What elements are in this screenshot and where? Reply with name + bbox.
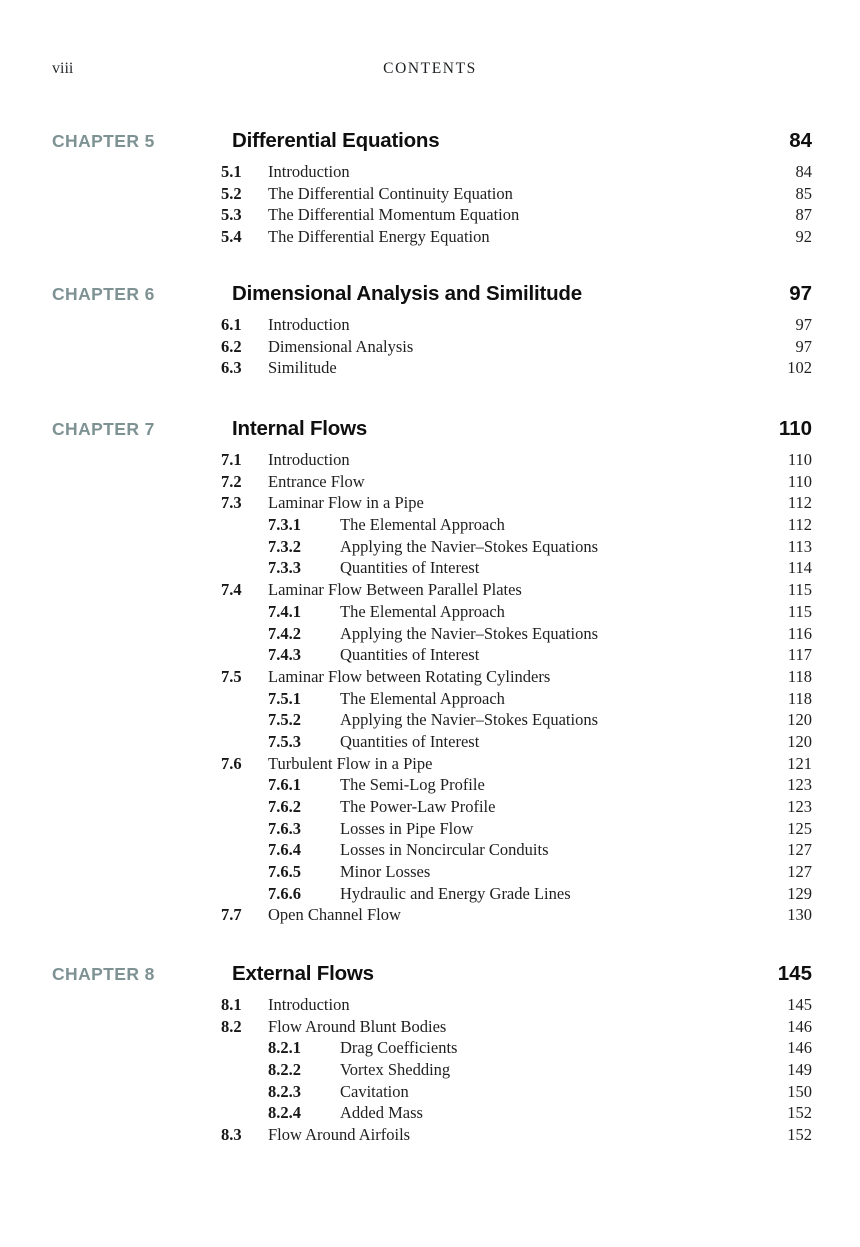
toc-entry xyxy=(0,1059,860,1081)
chapter-block xyxy=(0,281,860,379)
entry-number: 8.1 xyxy=(221,995,242,1014)
entry-page-number: 114 xyxy=(787,558,812,578)
toc-entry xyxy=(0,536,860,558)
entry-page-number: 123 xyxy=(787,797,812,816)
toc-entry xyxy=(0,666,860,688)
entry-page-number: 146 xyxy=(787,1038,812,1058)
entry-number: 8.2.1 xyxy=(268,1038,301,1058)
entry-page-number: 149 xyxy=(787,1060,812,1080)
chapter-heading xyxy=(0,416,860,442)
entry-title: Introduction xyxy=(268,162,350,181)
chapter-page-number: 84 xyxy=(789,129,812,152)
toc-entry xyxy=(0,883,860,905)
entry-page-number: 152 xyxy=(787,1103,812,1123)
toc-entry xyxy=(0,1081,860,1103)
entry-number: 7.3 xyxy=(221,493,242,513)
toc-entry xyxy=(0,774,860,796)
entry-page-number: 97 xyxy=(795,336,812,356)
toc-entry xyxy=(0,183,860,205)
entry-title: Quantities of Interest xyxy=(340,558,480,578)
entry-number: 7.3.1 xyxy=(268,515,301,535)
entry-page-number: 85 xyxy=(795,183,812,203)
entry-number: 7.4.1 xyxy=(268,601,301,621)
entry-number: 7.5 xyxy=(221,666,242,686)
entry-title: Losses in Pipe Flow xyxy=(340,818,474,838)
entry-page-number: 117 xyxy=(787,645,812,665)
entry-number: 5.1 xyxy=(221,162,242,181)
entry-number: 5.3 xyxy=(221,205,242,225)
entry-page-number: 115 xyxy=(787,580,812,600)
entry-number: 7.6 xyxy=(221,753,242,773)
toc-entry xyxy=(0,357,860,379)
entry-page-number: 150 xyxy=(787,1081,812,1101)
entry-title: The Elemental Approach xyxy=(340,601,505,621)
running-head: CONTENTS xyxy=(383,60,477,77)
entry-title: Drag Coefficients xyxy=(340,1038,458,1058)
entry-page-number: 152 xyxy=(787,1125,812,1145)
chapter-heading xyxy=(0,281,860,307)
chapter-heading xyxy=(0,961,860,987)
entry-number: 7.3.3 xyxy=(268,558,301,578)
entry-title: Introduction xyxy=(268,315,350,334)
entry-number: 5.2 xyxy=(221,183,242,203)
entry-title: Flow Around Airfoils xyxy=(268,1125,411,1145)
entry-title: Laminar Flow in a Pipe xyxy=(268,493,424,513)
chapter-heading xyxy=(0,128,860,154)
toc-entry xyxy=(0,314,860,336)
entry-number: 7.6.4 xyxy=(268,840,301,860)
entry-number: 8.2 xyxy=(221,1016,242,1036)
entry-title: Applying the Navier–Stokes Equations xyxy=(340,710,599,730)
chapter-title: Internal Flows xyxy=(232,417,368,440)
entry-number: 8.2.2 xyxy=(268,1060,301,1080)
entry-page-number: 92 xyxy=(795,227,812,247)
entry-title: Minor Losses xyxy=(340,862,431,882)
entry-title: Quantities of Interest xyxy=(340,731,480,751)
entry-title: Quantities of Interest xyxy=(340,645,480,665)
chapter-entries xyxy=(0,449,860,926)
toc-entry xyxy=(0,994,860,1016)
entry-number: 7.5.3 xyxy=(268,731,301,751)
entry-number: 7.4.3 xyxy=(268,645,301,665)
entry-title: Vortex Shedding xyxy=(340,1060,451,1080)
toc-entry xyxy=(0,449,860,471)
entry-page-number: 112 xyxy=(787,515,812,535)
entry-number: 8.2.4 xyxy=(268,1103,301,1123)
entry-number: 6.3 xyxy=(221,358,242,378)
entry-page-number: 116 xyxy=(787,623,812,643)
entry-page-number: 123 xyxy=(787,775,812,795)
chapter-page-number: 110 xyxy=(778,417,812,440)
toc-entry xyxy=(0,601,860,623)
entry-title: The Differential Continuity Equation xyxy=(268,183,513,203)
entry-page-number: 127 xyxy=(787,840,812,860)
entry-number: 7.5.2 xyxy=(268,710,301,730)
entry-page-number: 115 xyxy=(787,601,812,621)
toc-entry xyxy=(0,818,860,840)
entry-page-number: 129 xyxy=(787,883,812,903)
entry-title: Applying the Navier–Stokes Equations xyxy=(340,536,599,556)
entry-number: 7.1 xyxy=(221,450,242,469)
entry-page-number: 125 xyxy=(787,818,812,838)
chapter-page-number: 145 xyxy=(777,962,812,985)
chapter-label: CHAPTER 7 xyxy=(52,419,155,439)
chapter-block xyxy=(0,416,860,926)
chapter-entries xyxy=(0,161,860,248)
entry-number: 7.6.3 xyxy=(268,818,301,838)
chapter-entries xyxy=(0,994,860,1146)
entry-title: Entrance Flow xyxy=(268,471,365,491)
entry-page-number: 120 xyxy=(787,710,812,730)
toc-entry xyxy=(0,471,860,493)
toc-entry xyxy=(0,904,860,926)
chapter-title: External Flows xyxy=(232,962,374,985)
entry-page-number: 102 xyxy=(787,358,812,378)
toc-entry xyxy=(0,688,860,710)
entry-title: The Elemental Approach xyxy=(340,515,505,535)
entry-page-number: 145 xyxy=(787,995,812,1014)
entry-title: Flow Around Blunt Bodies xyxy=(268,1016,447,1036)
entry-number: 6.1 xyxy=(221,315,242,334)
entry-page-number: 84 xyxy=(795,162,812,181)
toc-entry xyxy=(0,161,860,183)
entry-number: 6.2 xyxy=(221,336,242,356)
toc-entry xyxy=(0,839,860,861)
toc-entry xyxy=(0,579,860,601)
entry-title: Dimensional Analysis xyxy=(268,336,414,356)
entry-title: Applying the Navier–Stokes Equations xyxy=(340,623,599,643)
toc-entry xyxy=(0,731,860,753)
toc-entry xyxy=(0,557,860,579)
entry-page-number: 121 xyxy=(787,753,812,773)
entry-page-number: 120 xyxy=(787,731,812,751)
toc-entry xyxy=(0,1102,860,1124)
entry-title: Hydraulic and Energy Grade Lines xyxy=(340,883,571,903)
chapter-label: CHAPTER 6 xyxy=(52,284,155,304)
toc-entry xyxy=(0,1037,860,1059)
entry-number: 5.4 xyxy=(221,227,242,247)
toc-entry xyxy=(0,226,860,248)
entry-page-number: 97 xyxy=(795,315,812,334)
entry-number: 7.4 xyxy=(221,580,242,600)
entry-number: 7.7 xyxy=(221,905,242,925)
toc-entry xyxy=(0,514,860,536)
entry-title: The Power-Law Profile xyxy=(340,797,496,816)
entry-page-number: 110 xyxy=(787,450,812,469)
toc-entry xyxy=(0,796,860,818)
entry-page-number: 112 xyxy=(787,493,812,513)
entry-page-number: 87 xyxy=(795,205,812,225)
entry-page-number: 113 xyxy=(787,536,812,556)
entry-title: Introduction xyxy=(268,995,350,1014)
entry-title: Introduction xyxy=(268,450,350,469)
entry-number: 7.6.2 xyxy=(268,797,301,816)
page-folio: viii xyxy=(52,60,74,77)
entry-title: Laminar Flow between Rotating Cylinders xyxy=(268,666,551,686)
toc-entry xyxy=(0,204,860,226)
chapter-block xyxy=(0,128,860,248)
entry-title: Open Channel Flow xyxy=(268,905,401,925)
chapter-label: CHAPTER 8 xyxy=(52,964,155,984)
toc-entry xyxy=(0,336,860,358)
chapter-title: Dimensional Analysis and Similitude xyxy=(232,282,582,305)
chapter-page-number: 97 xyxy=(789,282,812,305)
entry-number: 8.2.3 xyxy=(268,1081,301,1101)
toc-entry xyxy=(0,644,860,666)
toc-entry xyxy=(0,861,860,883)
entry-title: The Semi-Log Profile xyxy=(340,775,485,795)
entry-page-number: 130 xyxy=(787,905,812,925)
entry-page-number: 110 xyxy=(787,471,812,491)
entry-title: Similitude xyxy=(268,358,337,378)
toc-entry xyxy=(0,623,860,645)
entry-title: Added Mass xyxy=(340,1103,423,1123)
entry-title: Turbulent Flow in a Pipe xyxy=(268,753,433,773)
entry-title: The Differential Energy Equation xyxy=(268,227,490,247)
entry-page-number: 118 xyxy=(787,666,812,686)
toc-entry xyxy=(0,709,860,731)
entry-number: 8.3 xyxy=(221,1125,242,1145)
entry-title: The Elemental Approach xyxy=(340,688,505,708)
entry-page-number: 118 xyxy=(787,688,812,708)
chapter-title: Differential Equations xyxy=(232,129,440,152)
entry-number: 7.6.1 xyxy=(268,775,301,795)
entry-title: Laminar Flow Between Parallel Plates xyxy=(268,580,522,600)
toc-entry xyxy=(0,1016,860,1038)
entry-number: 7.6.5 xyxy=(268,862,301,882)
entry-page-number: 146 xyxy=(787,1016,812,1036)
entry-number: 7.6.6 xyxy=(268,883,301,903)
entry-title: Losses in Noncircular Conduits xyxy=(340,840,549,860)
toc-entry xyxy=(0,753,860,775)
toc-entry xyxy=(0,492,860,514)
entry-number: 7.5.1 xyxy=(268,688,301,708)
entry-number: 7.2 xyxy=(221,471,242,491)
chapter-block xyxy=(0,961,860,1146)
entry-title: Cavitation xyxy=(340,1081,409,1101)
chapter-label: CHAPTER 5 xyxy=(52,131,155,151)
entry-title: The Differential Momentum Equation xyxy=(268,205,520,225)
chapter-entries xyxy=(0,314,860,379)
entry-number: 7.4.2 xyxy=(268,623,301,643)
entry-page-number: 127 xyxy=(787,862,812,882)
toc-entry xyxy=(0,1124,860,1146)
entry-number: 7.3.2 xyxy=(268,536,301,556)
